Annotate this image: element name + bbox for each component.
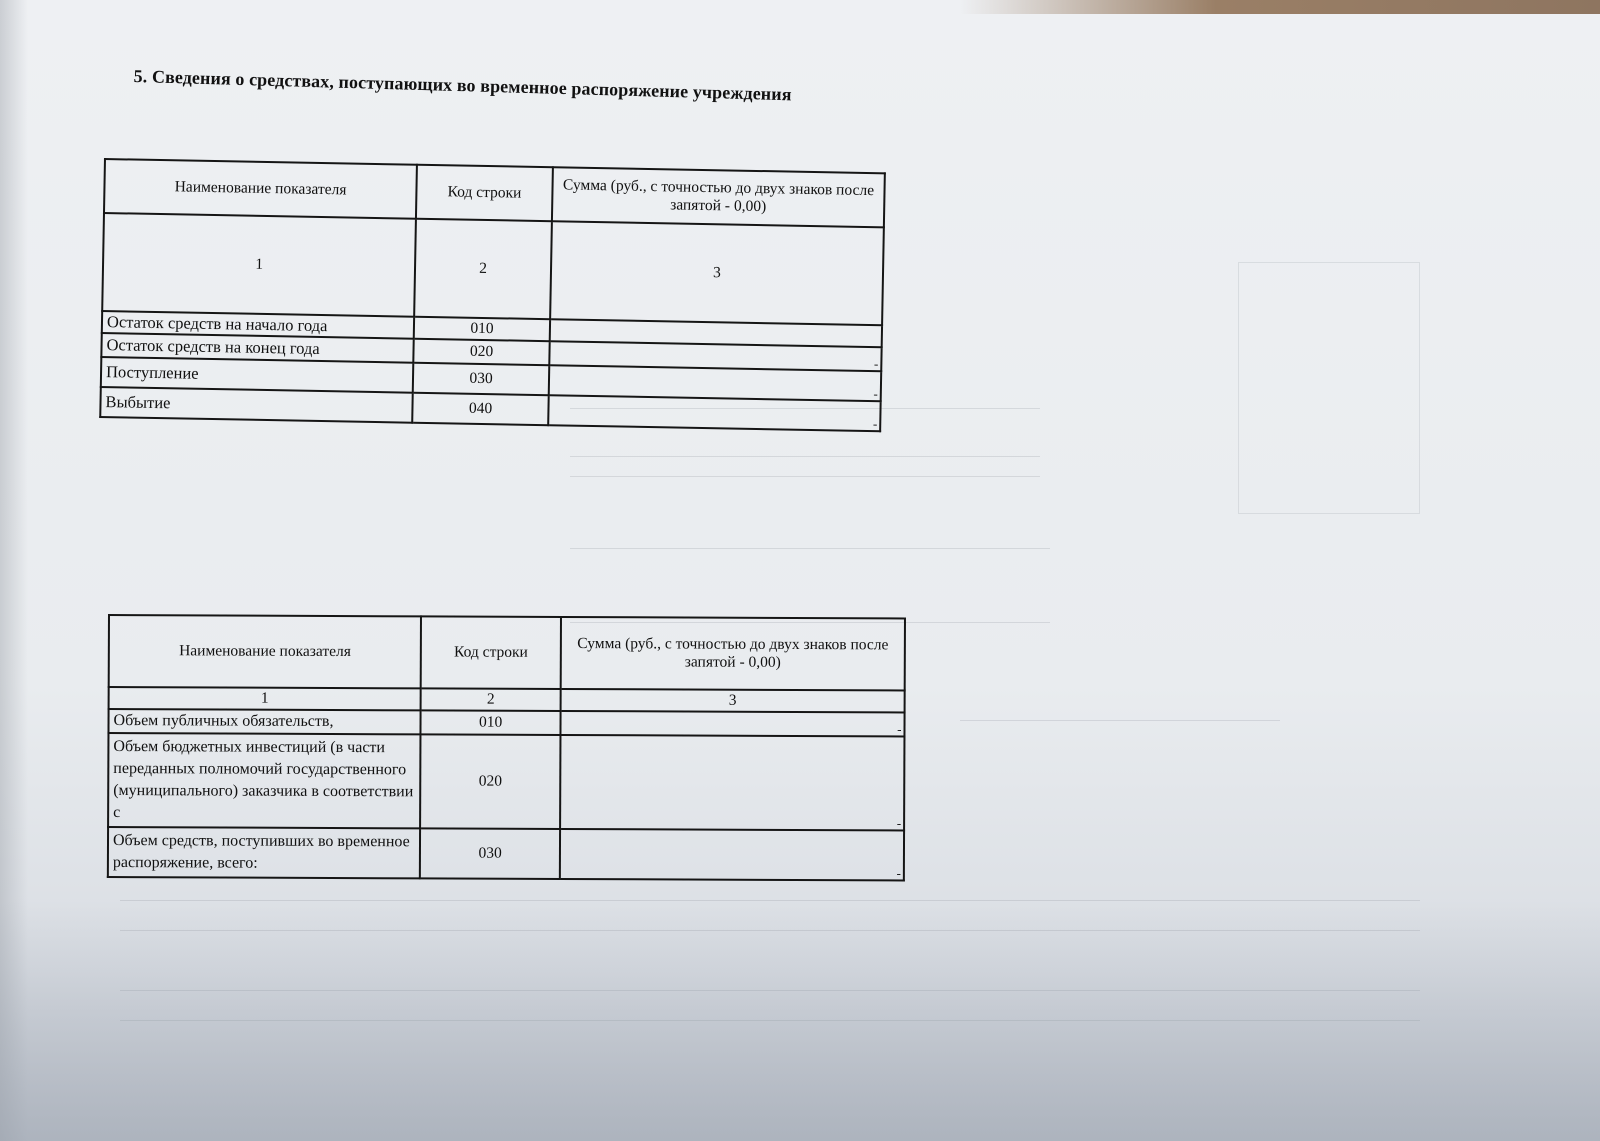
- column-number: 3: [550, 221, 884, 325]
- row-label: Выбытие: [100, 387, 413, 423]
- row-code: 010: [421, 710, 561, 735]
- row-code: 040: [412, 393, 548, 425]
- ghost-line: [960, 720, 1280, 721]
- desk-background: [960, 0, 1600, 14]
- row-label: Остаток средств на начало года: [102, 311, 415, 339]
- table-row: [108, 733, 904, 830]
- ghost-line: [570, 456, 1040, 457]
- table-row: [108, 827, 904, 880]
- table-row: [108, 709, 904, 736]
- row-code: 020: [414, 339, 550, 365]
- row-sum-value: -: [872, 416, 878, 432]
- column-number: 1: [109, 687, 421, 710]
- table-header-row: [109, 615, 905, 690]
- row-code: 010: [414, 317, 550, 341]
- row-label: Объем публичных обязательств,: [108, 709, 420, 734]
- row-label: Объем бюджетных инвестиций (в части переданных полномочий государственного (муниципального) заказчика в соответствии с: [108, 733, 421, 828]
- column-number: 2: [414, 219, 551, 319]
- header-row-code: Код строки: [416, 165, 553, 221]
- column-number: 1: [102, 213, 416, 317]
- row-code: 030: [413, 363, 549, 395]
- ghost-line: [570, 476, 1040, 477]
- page-shadow: [0, 901, 1600, 1141]
- row-sum-cell[interactable]: [560, 829, 904, 881]
- header-sum: Сумма (руб., с точностью до двух знаков после запятой - 0,00): [561, 617, 905, 691]
- row-label: Поступление: [101, 357, 414, 393]
- row-sum-value: -: [897, 721, 902, 737]
- obligations-table: [107, 614, 906, 881]
- row-label: Объем средств, поступивших во временное распоряжение, всего:: [108, 827, 421, 878]
- row-sum-value: -: [873, 386, 878, 402]
- row-sum-value: -: [873, 356, 879, 372]
- row-sum-cell[interactable]: [548, 395, 881, 431]
- row-sum-cell[interactable]: [560, 735, 904, 831]
- row-sum-value: -: [896, 815, 902, 831]
- ghost-box: [1238, 262, 1420, 514]
- header-row-code: Код строки: [421, 616, 561, 689]
- row-sum-cell[interactable]: [560, 711, 904, 737]
- column-number: 3: [561, 689, 905, 713]
- column-number: 2: [421, 688, 561, 711]
- column-number-row: [102, 213, 884, 325]
- section-title: 5. Сведения о средствах, поступающих во временное распоряжение учреждения: [133, 66, 792, 105]
- header-sum: Сумма (руб., с точностью до двух знаков после запятой - 0,00): [552, 167, 885, 227]
- row-code: 030: [420, 828, 560, 879]
- row-code: 020: [420, 734, 560, 829]
- header-indicator-name: Наименование показателя: [104, 159, 417, 219]
- row-label: Остаток средств на конец года: [101, 333, 414, 363]
- ghost-line: [570, 548, 1050, 549]
- funds-balance-table: [99, 158, 886, 432]
- header-indicator-name: Наименование показателя: [109, 615, 422, 688]
- row-sum-value: -: [896, 865, 901, 881]
